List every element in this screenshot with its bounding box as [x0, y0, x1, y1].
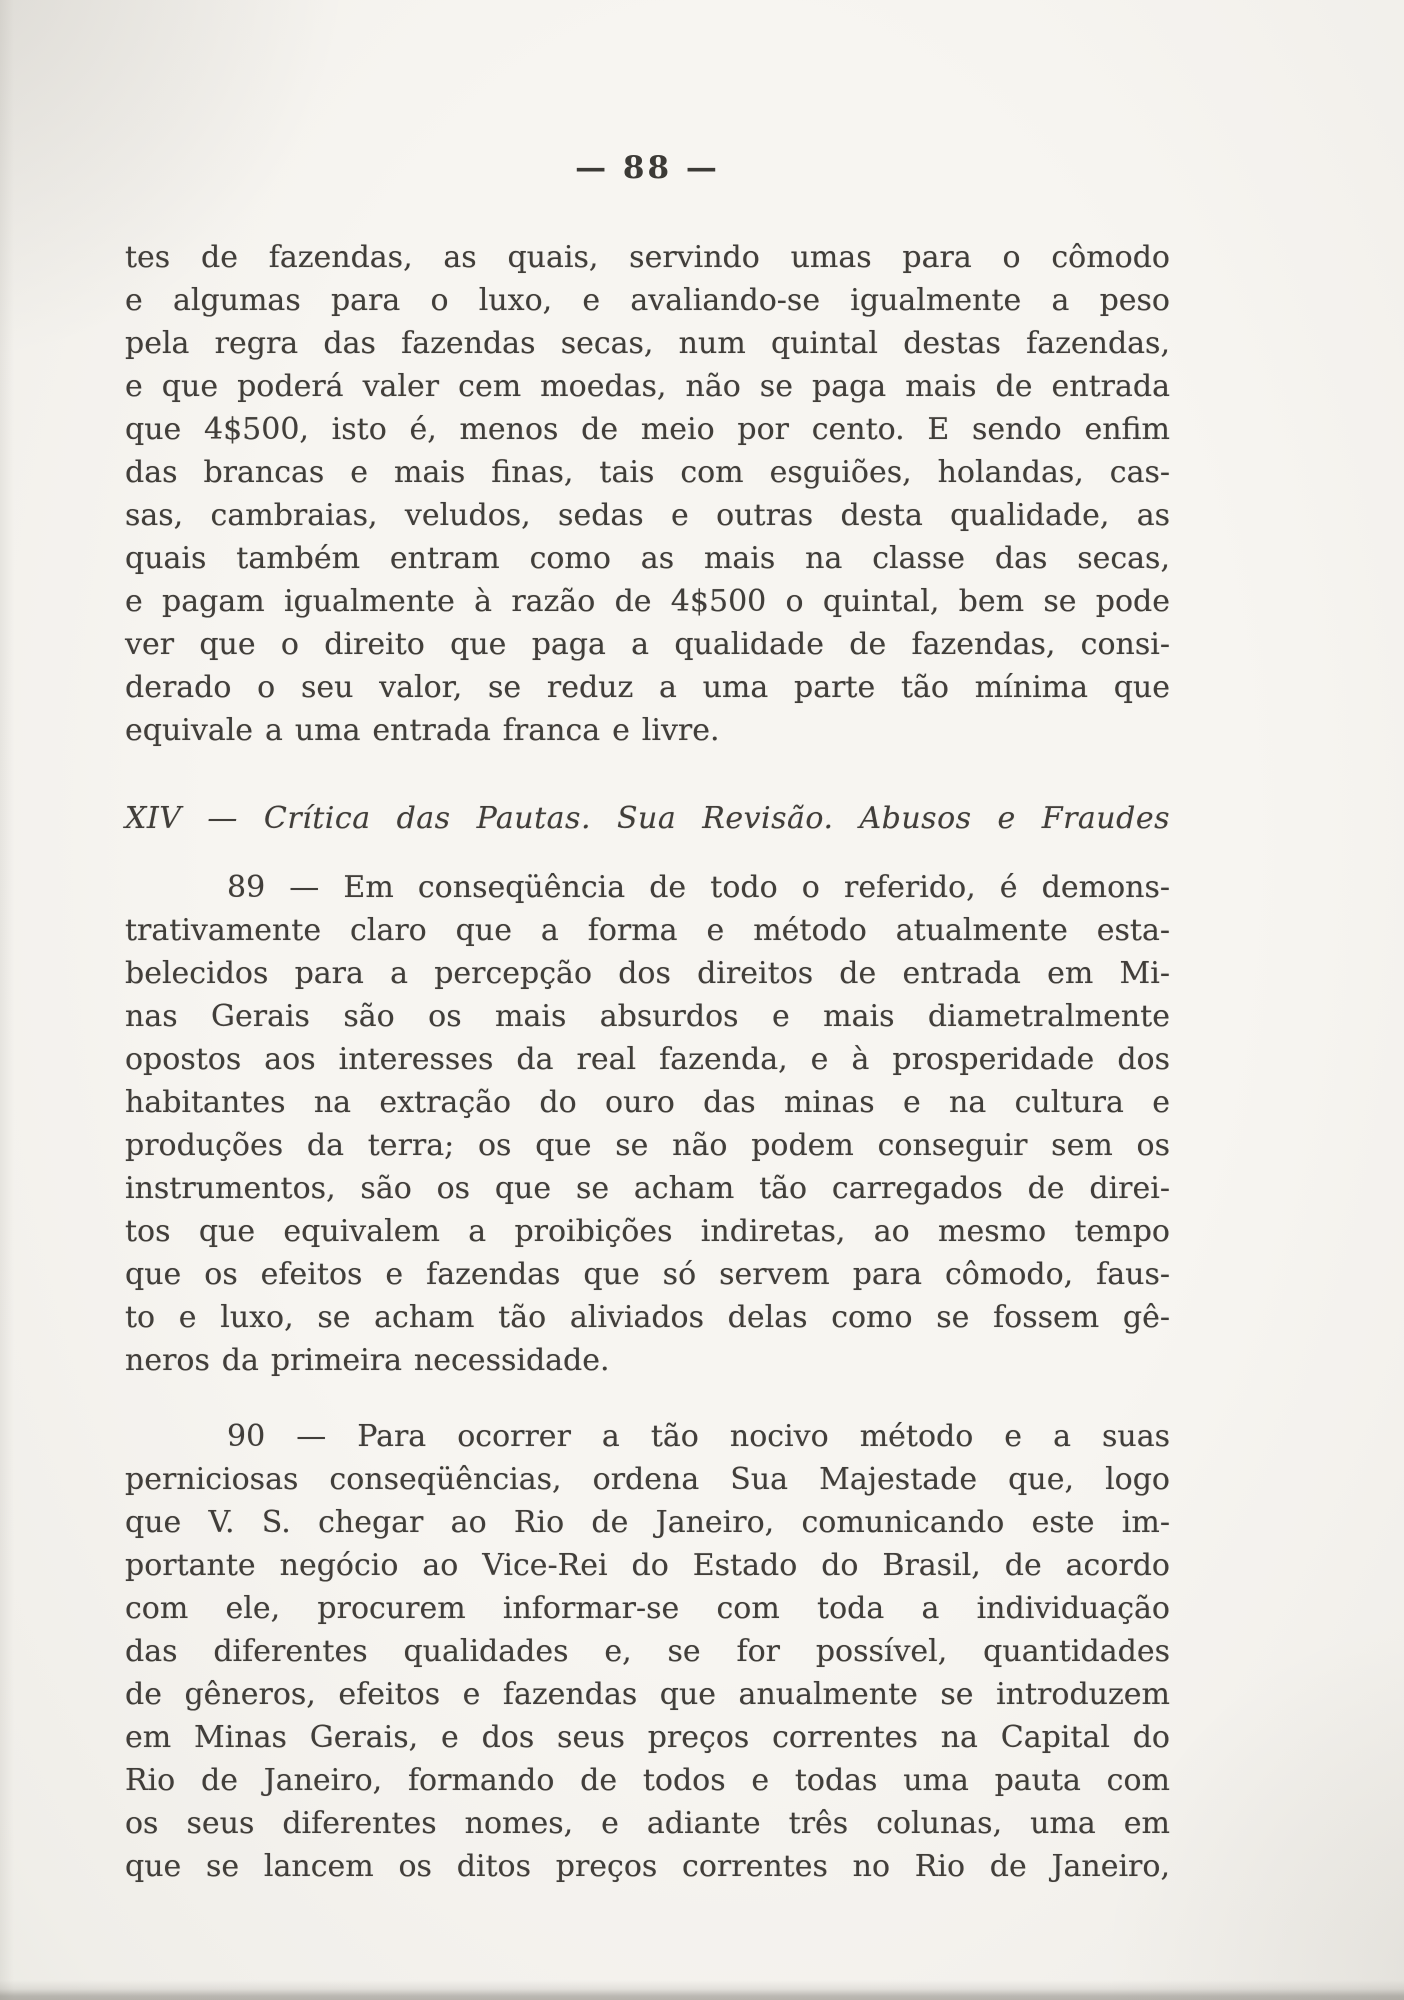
- text-line: opostos aos interesses da real fazenda, e à prosperidade dos: [125, 1042, 1170, 1077]
- text-line: produções da terra; os que se não podem conseguir sem os: [125, 1128, 1170, 1163]
- text-line: belecidos para a percepção dos direitos de entrada em Mi-: [125, 956, 1170, 991]
- paragraph-continuation: [125, 236, 1170, 752]
- text-line: tos que equivalem a proibições indiretas, ao mesmo tempo: [125, 1214, 1170, 1249]
- paragraph-90: [125, 1415, 1170, 1888]
- text-line: em Minas Gerais, e dos seus preços correntes na Capital do: [125, 1720, 1170, 1755]
- text-line: equivale a uma entrada franca e livre.: [125, 713, 720, 748]
- paragraph-89: [125, 866, 1170, 1382]
- text-line: e pagam igualmente à razão de 4$500 o quintal, bem se pode: [125, 584, 1170, 619]
- text-line: habitantes na extração do ouro das minas e na cultura e: [125, 1085, 1170, 1120]
- text-line: instrumentos, são os que se acham tão carregados de direi-: [125, 1171, 1170, 1206]
- text-line: e que poderá valer cem moedas, não se paga mais de entrada: [125, 369, 1170, 404]
- text-line: nas Gerais são os mais absurdos e mais diametralmente: [125, 999, 1170, 1034]
- page-number: — 88 —: [575, 150, 720, 186]
- text-line: das brancas e mais finas, tais com esguiões, holandas, cas-: [125, 455, 1170, 490]
- text-line: portante negócio ao Vice-Rei do Estado do Brasil, de acordo: [125, 1548, 1170, 1583]
- text-line: os seus diferentes nomes, e adiante três colunas, uma em: [125, 1806, 1170, 1841]
- text-line: quais também entram como as mais na classe das secas,: [125, 541, 1170, 576]
- text-line: que se lancem os ditos preços correntes no Rio de Janeiro,: [125, 1849, 1170, 1884]
- text-line: neros da primeira necessidade.: [125, 1343, 610, 1378]
- text-line: Rio de Janeiro, formando de todos e todas uma pauta com: [125, 1763, 1170, 1798]
- scan-edge-bottom-shadow: [0, 1980, 1404, 2000]
- text-line: sas, cambraias, veludos, sedas e outras desta qualidade, as: [125, 498, 1170, 533]
- section-heading: XIV — Crítica das Pautas. Sua Revisão. Abusos e Fraudes: [125, 801, 1170, 836]
- text-line: que 4$500, isto é, menos de meio por cento. E sendo enfim: [125, 412, 1170, 447]
- text-line: que V. S. chegar ao Rio de Janeiro, comunicando este im-: [125, 1505, 1170, 1540]
- text-line: trativamente claro que a forma e método atualmente esta-: [125, 913, 1170, 948]
- scan-edge-left-shadow: [0, 0, 14, 2000]
- text-line: de gêneros, efeitos e fazendas que anualmente se introduzem: [125, 1677, 1170, 1712]
- text-line: e algumas para o luxo, e avaliando-se igualmente a peso: [125, 283, 1170, 318]
- text-line: derado o seu valor, se reduz a uma parte tão mínima que: [125, 670, 1170, 705]
- text-line: que os efeitos e fazendas que só servem para cômodo, faus-: [125, 1257, 1170, 1292]
- text-line: ver que o direito que paga a qualidade de fazendas, consi-: [125, 627, 1170, 662]
- text-line: pela regra das fazendas secas, num quintal destas fazendas,: [125, 326, 1170, 361]
- text-line: to e luxo, se acham tão aliviados delas como se fossem gê-: [125, 1300, 1170, 1335]
- text-line: 90 — Para ocorrer a tão nocivo método e a suas: [227, 1419, 1170, 1454]
- text-line: 89 — Em conseqüência de todo o referido, é demons-: [227, 870, 1170, 905]
- text-line: com ele, procurem informar-se com toda a individuação: [125, 1591, 1170, 1626]
- text-line: das diferentes qualidades e, se for possível, quantidades: [125, 1634, 1170, 1669]
- text-line: tes de fazendas, as quais, servindo umas para o cômodo: [125, 240, 1170, 275]
- text-block: [125, 236, 1170, 1888]
- text-line: perniciosas conseqüências, ordena Sua Majestade que, logo: [125, 1462, 1170, 1497]
